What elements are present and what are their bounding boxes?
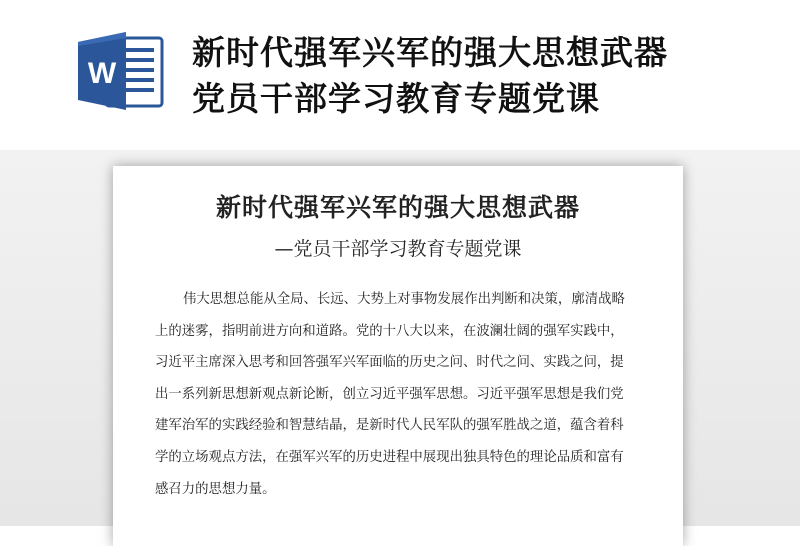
body-line: 出一系列新思想新观点新论断，创立习近平强军思想。习近平强军思想是我们党 <box>155 386 624 402</box>
body-line: 学的立场观点方法，在强军兴军的历史进程中展现出独具特色的理论品质和富有 <box>155 449 624 465</box>
body-line: 习近平主席深入思考和回答强军兴军面临的历史之问、时代之问、实践之问，提 <box>155 355 624 371</box>
body-line: 感召力的思想力量。 <box>155 481 276 497</box>
document-page <box>113 166 683 546</box>
body-line: 伟大思想总能从全局、长远、大势上对事物发展作出判断和决策，廓清战略 <box>183 292 625 307</box>
body-line: 建军治军的实践经验和智慧结晶，是新时代人民军队的强军胜战之道，蕴含着科 <box>155 418 624 434</box>
header <box>0 0 800 150</box>
header-title-line2: 党员干部学习教育专题党课 <box>192 79 600 118</box>
svg-text:W: W <box>87 57 117 90</box>
body-line: 上的迷雾，指明前进方向和道路。党的十八大以来，在波澜壮阔的强军实践中， <box>155 323 624 339</box>
document-body <box>155 284 649 505</box>
document-title: 新时代强军兴军的强大思想武器 <box>215 193 580 222</box>
header-title-line1: 新时代强军兴军的强大思想武器 <box>192 33 668 72</box>
word-document-icon <box>76 30 166 112</box>
header-title <box>192 30 668 122</box>
document-subtitle: —党员干部学习教育专题党课 <box>274 238 522 260</box>
